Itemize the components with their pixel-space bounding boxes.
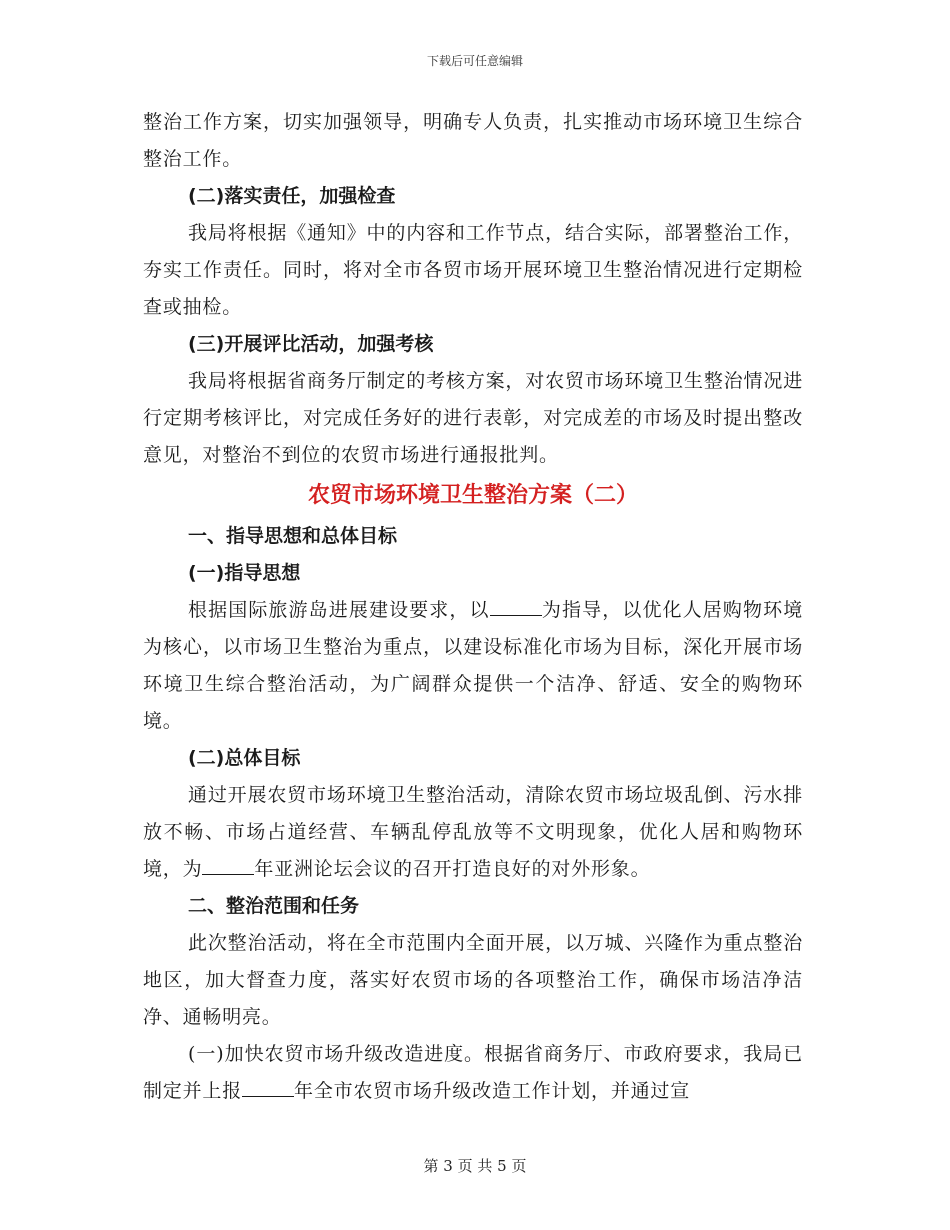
paragraph: 我局将根据《通知》中的内容和工作节点，结合实际，部署整治工作，夯实工作责任。同时，将对全市各贸市场开展环境卫生整治情况进行定期检查或抽检。 bbox=[143, 222, 803, 318]
document-body bbox=[143, 104, 803, 1110]
paragraph-text: 根据国际旅游岛进展建设要求，以 bbox=[188, 599, 490, 621]
paragraph bbox=[143, 592, 803, 740]
page-header: 下载后可任意编辑 bbox=[426, 54, 523, 68]
paragraph: 我局将根据省商务厅制定的考核方案，对农贸市场环境卫生整治情况进行定期考核评比，对完成任务好的进行表彰，对完成差的市场及时提出整改意见，对整治不到位的农贸市场进行通报批判。 bbox=[143, 370, 803, 466]
section-heading: (二)落实责任，加强检查 bbox=[188, 185, 396, 207]
blank-underline bbox=[490, 601, 542, 616]
paragraph: 此次整治活动，将在全市范围内全面开展，以万城、兴隆作为重点整治地区，加大督查力度，落实好农贸市场的各项整治工作，确保市场洁净洁净、通畅明亮。 bbox=[143, 932, 803, 1028]
paragraph-text: 年全市农贸市场升级改造工作计划，并通过宣 bbox=[294, 1080, 691, 1102]
paragraph bbox=[143, 1036, 803, 1110]
section-heading: (一)指导思想 bbox=[188, 562, 301, 584]
paragraph-text: 通过开展农贸市场环境卫生整治活动，清除农贸市场垃圾乱倒、污水排放不畅、市场占道经营、车辆乱停乱放等不文明现象，优化人居和购物环境，为 bbox=[143, 784, 803, 880]
section-heading: (二)总体目标 bbox=[188, 747, 301, 769]
paragraph-text: 年亚洲论坛会议的召开打造良好的对外形象。 bbox=[254, 858, 651, 880]
blank-underline bbox=[242, 1082, 294, 1097]
paragraph-text: 为指导，以优化人居购物环境为核心，以市场卫生整治为重点，以建设标准化市场为目标，深化开展市场环境卫生综合整治活动，为广阔群众提供一个洁净、舒适、安全的购物环境。 bbox=[143, 599, 803, 732]
paragraph bbox=[143, 777, 803, 888]
section-heading: 一、指导思想和总体目标 bbox=[188, 525, 398, 547]
paragraph: 整治工作方案，切实加强领导，明确专人负责，扎实推动市场环境卫生综合整治工作。 bbox=[143, 111, 803, 170]
paragraph-text: (一)加快农贸市场升级改造进度。根据省商务厅、市政府要求，我局已制定并上报 bbox=[143, 1043, 803, 1102]
document-title: 农贸市场环境卫生整治方案（二） bbox=[307, 483, 638, 508]
page-footer: 第 3 页 共 5 页 bbox=[423, 1157, 527, 1175]
blank-underline bbox=[202, 860, 254, 875]
section-heading: 二、整治范围和任务 bbox=[188, 895, 360, 917]
section-heading: (三)开展评比活动，加强考核 bbox=[188, 333, 434, 355]
